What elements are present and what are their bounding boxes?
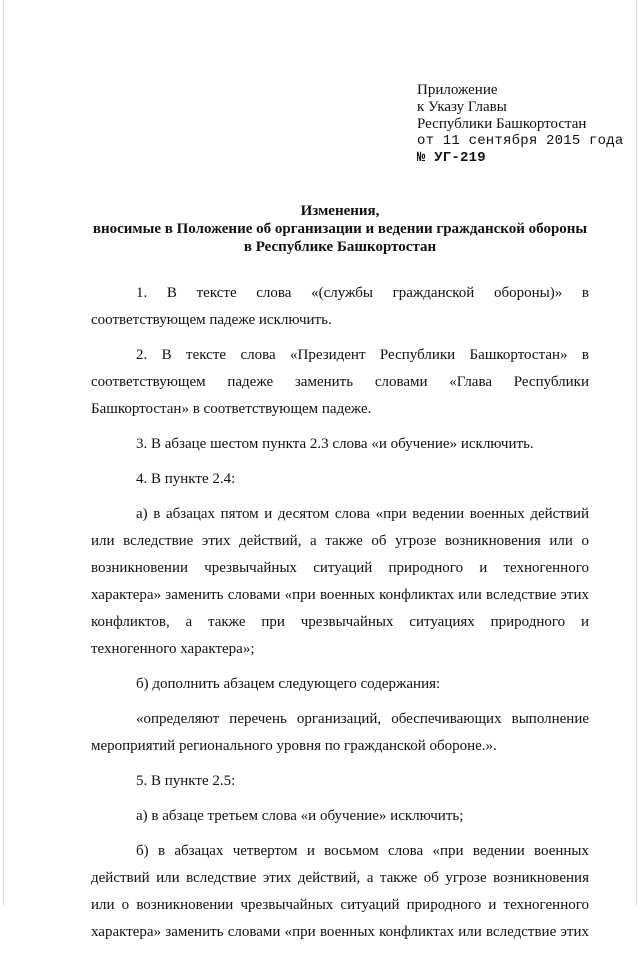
appendix-line: Приложение [417,82,498,98]
document-body [91,280,589,954]
paragraph: 2. В тексте слова «Президент Республики Башкортостан» в соответствующем падеже заменить словами «Глава Республики Башкортостан» в соответствующем падеже. [91,347,589,417]
heading-subtitle: вносимые в Положение об организации и ведении гражданской обороны [92,221,588,237]
appendix-date: от 11 сентября 2015 года [417,133,624,149]
scan-edge-right [636,0,637,905]
paragraph: 5. В пункте 2.5: [136,773,236,789]
paragraph: б) дополнить абзацем следующего содержания: [136,676,441,692]
appendix-line: Республики Башкортостан [417,116,587,132]
heading-subtitle: в Республике Башкортостан [243,239,437,255]
paragraph: 1. В тексте слова «(службы гражданской обороны)» в соответствующем падеже исключить. [91,285,589,328]
appendix-line: к Указу Главы [417,99,507,115]
paragraph: 3. В абзаце шестом пункта 2.3 слова «и обучение» исключить. [136,436,534,452]
paragraph: а) в абзацах пятом и десятом слова «при ведении военных действий или вследствие этих действий, а также об угрозе возникновения или о возникновении чрезвычайных ситуаций природного и техногенного характера» заменить словами «при военных конфликтах или вследствие этих конфликтов, а также при чрезвычайных ситуациях природного и техногенного характера»; [91,506,589,657]
paragraph: «определяют перечень организаций, обеспечивающих выполнение мероприятий регионального уровня по гражданской обороне.». [91,711,589,754]
paragraph: 4. В пункте 2.4: [136,471,236,487]
appendix-number: № УГ-219 [417,150,486,166]
paragraph: б) в абзацах четвертом и восьмом слова «при ведении военных действий или вследствие этих действий, а также об угрозе возникновения или о возникновении чрезвычайных ситуаций природного и техногенного характера» заменить словами «при военных конфликтах или вследствие этих [91,843,589,940]
document-heading [80,202,600,256]
scan-edge-left [3,0,4,905]
appendix-block [417,82,623,167]
paragraph: а) в абзаце третьем слова «и обучение» исключить; [136,808,464,824]
heading-title: Изменения, [300,203,380,219]
